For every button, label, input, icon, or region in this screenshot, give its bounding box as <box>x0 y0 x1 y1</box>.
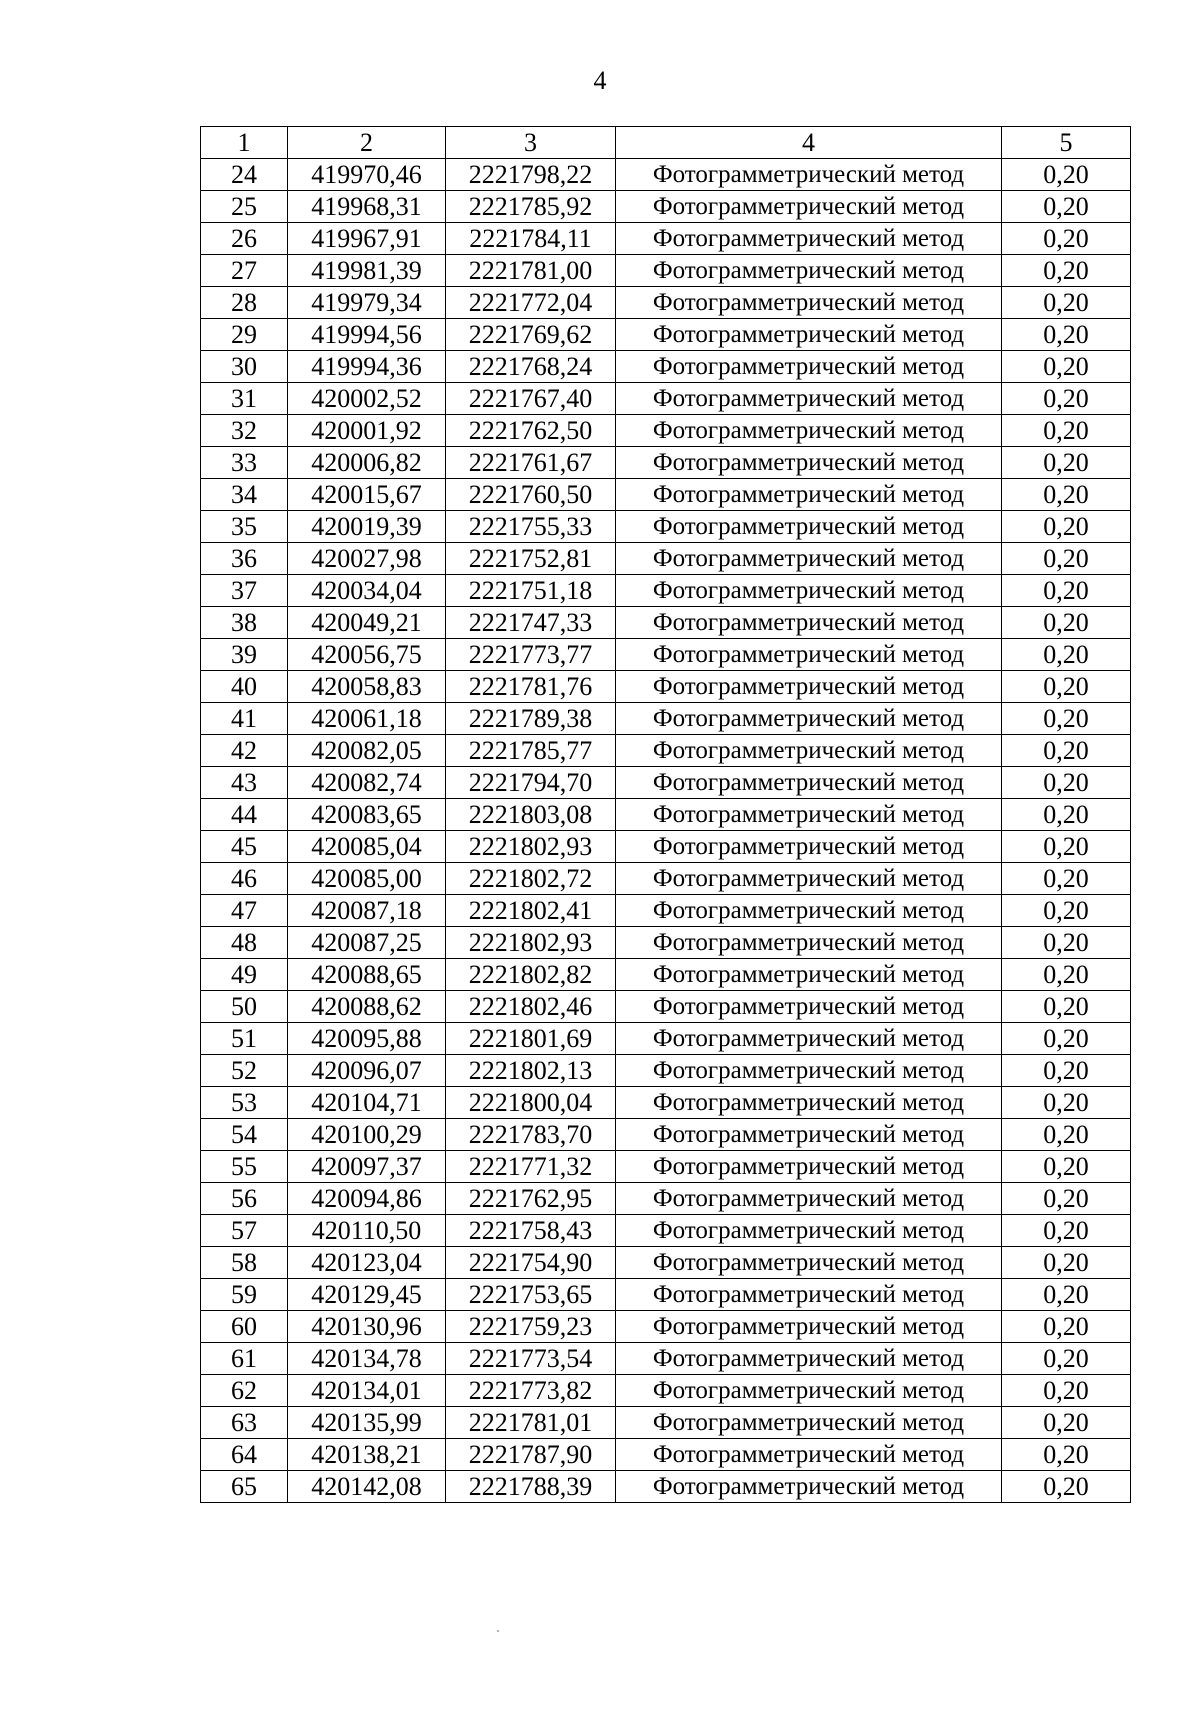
accuracy-cell: 0,20 <box>1002 383 1131 415</box>
point-number-cell: 64 <box>201 1439 288 1471</box>
y-coordinate-cell: 2221781,01 <box>446 1407 616 1439</box>
table-row <box>201 159 1131 191</box>
accuracy-cell: 0,20 <box>1002 191 1131 223</box>
method-cell: Фотограмметрический метод <box>616 1215 1002 1247</box>
y-coordinate-cell: 2221789,38 <box>446 703 616 735</box>
y-coordinate-cell: 2221759,23 <box>446 1311 616 1343</box>
table-row <box>201 927 1131 959</box>
x-coordinate-cell: 420085,00 <box>288 863 446 895</box>
x-coordinate-cell: 420095,88 <box>288 1023 446 1055</box>
point-number-cell: 57 <box>201 1215 288 1247</box>
method-cell: Фотограмметрический метод <box>616 575 1002 607</box>
x-coordinate-cell: 419979,34 <box>288 287 446 319</box>
accuracy-cell: 0,20 <box>1002 1055 1131 1087</box>
point-number-cell: 59 <box>201 1279 288 1311</box>
table-row <box>201 447 1131 479</box>
table-row <box>201 415 1131 447</box>
x-coordinate-cell: 420088,62 <box>288 991 446 1023</box>
table-row <box>201 543 1131 575</box>
method-cell: Фотограмметрический метод <box>616 927 1002 959</box>
y-coordinate-cell: 2221762,95 <box>446 1183 616 1215</box>
method-cell: Фотограмметрический метод <box>616 1023 1002 1055</box>
accuracy-cell: 0,20 <box>1002 703 1131 735</box>
method-cell: Фотограмметрический метод <box>616 287 1002 319</box>
table-row <box>201 1247 1131 1279</box>
x-coordinate-cell: 420085,04 <box>288 831 446 863</box>
x-coordinate-cell: 419967,91 <box>288 223 446 255</box>
table-row <box>201 1311 1131 1343</box>
page-number: 4 <box>593 66 607 95</box>
accuracy-cell: 0,20 <box>1002 1023 1131 1055</box>
x-coordinate-cell: 420110,50 <box>288 1215 446 1247</box>
x-coordinate-cell: 420100,29 <box>288 1119 446 1151</box>
x-coordinate-cell: 419968,31 <box>288 191 446 223</box>
x-coordinate-cell: 420002,52 <box>288 383 446 415</box>
point-number-cell: 28 <box>201 287 288 319</box>
point-number-cell: 33 <box>201 447 288 479</box>
table-row <box>201 1183 1131 1215</box>
y-coordinate-cell: 2221800,04 <box>446 1087 616 1119</box>
y-coordinate-cell: 2221784,11 <box>446 223 616 255</box>
x-coordinate-cell: 420056,75 <box>288 639 446 671</box>
table-row <box>201 1087 1131 1119</box>
table-row <box>201 191 1131 223</box>
point-number-cell: 29 <box>201 319 288 351</box>
y-coordinate-cell: 2221802,72 <box>446 863 616 895</box>
x-coordinate-cell: 420061,18 <box>288 703 446 735</box>
x-coordinate-cell: 420001,92 <box>288 415 446 447</box>
table-row <box>201 799 1131 831</box>
accuracy-cell: 0,20 <box>1002 159 1131 191</box>
table-row <box>201 479 1131 511</box>
accuracy-cell: 0,20 <box>1002 255 1131 287</box>
header-cell-4: 4 <box>616 127 1002 159</box>
x-coordinate-cell: 419994,36 <box>288 351 446 383</box>
method-cell: Фотограмметрический метод <box>616 159 1002 191</box>
point-number-cell: 65 <box>201 1471 288 1503</box>
y-coordinate-cell: 2221801,69 <box>446 1023 616 1055</box>
method-cell: Фотограмметрический метод <box>616 1279 1002 1311</box>
y-coordinate-cell: 2221802,46 <box>446 991 616 1023</box>
accuracy-cell: 0,20 <box>1002 607 1131 639</box>
x-coordinate-cell: 420094,86 <box>288 1183 446 1215</box>
y-coordinate-cell: 2221760,50 <box>446 479 616 511</box>
method-cell: Фотограмметрический метод <box>616 767 1002 799</box>
accuracy-cell: 0,20 <box>1002 511 1131 543</box>
header-cell-3: 3 <box>446 127 616 159</box>
table-row <box>201 1023 1131 1055</box>
x-coordinate-cell: 420123,04 <box>288 1247 446 1279</box>
y-coordinate-cell: 2221761,67 <box>446 447 616 479</box>
x-coordinate-cell: 420082,05 <box>288 735 446 767</box>
x-coordinate-cell: 420130,96 <box>288 1311 446 1343</box>
accuracy-cell: 0,20 <box>1002 927 1131 959</box>
point-number-cell: 51 <box>201 1023 288 1055</box>
point-number-cell: 58 <box>201 1247 288 1279</box>
accuracy-cell: 0,20 <box>1002 1471 1131 1503</box>
point-number-cell: 54 <box>201 1119 288 1151</box>
method-cell: Фотограмметрический метод <box>616 1119 1002 1151</box>
y-coordinate-cell: 2221787,90 <box>446 1439 616 1471</box>
method-cell: Фотограмметрический метод <box>616 1055 1002 1087</box>
table-row <box>201 1119 1131 1151</box>
x-coordinate-cell: 420015,67 <box>288 479 446 511</box>
x-coordinate-cell: 419970,46 <box>288 159 446 191</box>
y-coordinate-cell: 2221753,65 <box>446 1279 616 1311</box>
y-coordinate-cell: 2221802,13 <box>446 1055 616 1087</box>
accuracy-cell: 0,20 <box>1002 287 1131 319</box>
y-coordinate-cell: 2221754,90 <box>446 1247 616 1279</box>
table-row <box>201 1407 1131 1439</box>
accuracy-cell: 0,20 <box>1002 1343 1131 1375</box>
x-coordinate-cell: 420138,21 <box>288 1439 446 1471</box>
method-cell: Фотограмметрический метод <box>616 607 1002 639</box>
table-row <box>201 1151 1131 1183</box>
point-number-cell: 63 <box>201 1407 288 1439</box>
table-body <box>201 159 1131 1503</box>
table-row <box>201 1055 1131 1087</box>
point-number-cell: 36 <box>201 543 288 575</box>
point-number-cell: 39 <box>201 639 288 671</box>
accuracy-cell: 0,20 <box>1002 575 1131 607</box>
accuracy-cell: 0,20 <box>1002 831 1131 863</box>
method-cell: Фотограмметрический метод <box>616 671 1002 703</box>
method-cell: Фотограмметрический метод <box>616 511 1002 543</box>
point-number-cell: 25 <box>201 191 288 223</box>
point-number-cell: 61 <box>201 1343 288 1375</box>
table-row <box>201 1215 1131 1247</box>
y-coordinate-cell: 2221773,82 <box>446 1375 616 1407</box>
table-row <box>201 287 1131 319</box>
x-coordinate-cell: 420034,04 <box>288 575 446 607</box>
point-number-cell: 38 <box>201 607 288 639</box>
method-cell: Фотограмметрический метод <box>616 1087 1002 1119</box>
table-row <box>201 223 1131 255</box>
point-number-cell: 52 <box>201 1055 288 1087</box>
method-cell: Фотограмметрический метод <box>616 223 1002 255</box>
x-coordinate-cell: 420019,39 <box>288 511 446 543</box>
accuracy-cell: 0,20 <box>1002 1087 1131 1119</box>
method-cell: Фотограмметрический метод <box>616 255 1002 287</box>
table-row <box>201 1375 1131 1407</box>
x-coordinate-cell: 420134,78 <box>288 1343 446 1375</box>
table-row <box>201 1471 1131 1503</box>
method-cell: Фотограмметрический метод <box>616 863 1002 895</box>
method-cell: Фотограмметрический метод <box>616 479 1002 511</box>
x-coordinate-cell: 420087,25 <box>288 927 446 959</box>
y-coordinate-cell: 2221781,00 <box>446 255 616 287</box>
method-cell: Фотограмметрический метод <box>616 1183 1002 1215</box>
accuracy-cell: 0,20 <box>1002 543 1131 575</box>
y-coordinate-cell: 2221771,32 <box>446 1151 616 1183</box>
accuracy-cell: 0,20 <box>1002 991 1131 1023</box>
table-row <box>201 831 1131 863</box>
point-number-cell: 40 <box>201 671 288 703</box>
header-cell-2: 2 <box>288 127 446 159</box>
y-coordinate-cell: 2221781,76 <box>446 671 616 703</box>
point-number-cell: 47 <box>201 895 288 927</box>
y-coordinate-cell: 2221768,24 <box>446 351 616 383</box>
x-coordinate-cell: 420083,65 <box>288 799 446 831</box>
x-coordinate-cell: 420027,98 <box>288 543 446 575</box>
y-coordinate-cell: 2221773,77 <box>446 639 616 671</box>
accuracy-cell: 0,20 <box>1002 479 1131 511</box>
table-row <box>201 895 1131 927</box>
header-row <box>201 127 1131 159</box>
method-cell: Фотограмметрический метод <box>616 831 1002 863</box>
point-number-cell: 30 <box>201 351 288 383</box>
point-number-cell: 31 <box>201 383 288 415</box>
accuracy-cell: 0,20 <box>1002 895 1131 927</box>
accuracy-cell: 0,20 <box>1002 1407 1131 1439</box>
table-row <box>201 735 1131 767</box>
point-number-cell: 48 <box>201 927 288 959</box>
coordinates-table <box>200 126 1131 1503</box>
method-cell: Фотограмметрический метод <box>616 799 1002 831</box>
method-cell: Фотограмметрический метод <box>616 959 1002 991</box>
y-coordinate-cell: 2221767,40 <box>446 383 616 415</box>
table-row <box>201 607 1131 639</box>
method-cell: Фотограмметрический метод <box>616 703 1002 735</box>
table-row <box>201 863 1131 895</box>
y-coordinate-cell: 2221802,93 <box>446 831 616 863</box>
y-coordinate-cell: 2221803,08 <box>446 799 616 831</box>
y-coordinate-cell: 2221758,43 <box>446 1215 616 1247</box>
method-cell: Фотограмметрический метод <box>616 319 1002 351</box>
y-coordinate-cell: 2221788,39 <box>446 1471 616 1503</box>
table-row <box>201 575 1131 607</box>
method-cell: Фотограмметрический метод <box>616 895 1002 927</box>
point-number-cell: 44 <box>201 799 288 831</box>
point-number-cell: 24 <box>201 159 288 191</box>
y-coordinate-cell: 2221751,18 <box>446 575 616 607</box>
point-number-cell: 27 <box>201 255 288 287</box>
header-cell-5: 5 <box>1002 127 1131 159</box>
accuracy-cell: 0,20 <box>1002 863 1131 895</box>
x-coordinate-cell: 420097,37 <box>288 1151 446 1183</box>
table-row <box>201 511 1131 543</box>
accuracy-cell: 0,20 <box>1002 671 1131 703</box>
table-row <box>201 767 1131 799</box>
point-number-cell: 42 <box>201 735 288 767</box>
method-cell: Фотограмметрический метод <box>616 639 1002 671</box>
y-coordinate-cell: 2221794,70 <box>446 767 616 799</box>
header-cell-1: 1 <box>201 127 288 159</box>
accuracy-cell: 0,20 <box>1002 1151 1131 1183</box>
y-coordinate-cell: 2221783,70 <box>446 1119 616 1151</box>
point-number-cell: 50 <box>201 991 288 1023</box>
point-number-cell: 45 <box>201 831 288 863</box>
accuracy-cell: 0,20 <box>1002 767 1131 799</box>
table-row <box>201 1343 1131 1375</box>
accuracy-cell: 0,20 <box>1002 1375 1131 1407</box>
table-row <box>201 1439 1131 1471</box>
x-coordinate-cell: 420142,08 <box>288 1471 446 1503</box>
table-row <box>201 319 1131 351</box>
table-row <box>201 255 1131 287</box>
method-cell: Фотограмметрический метод <box>616 415 1002 447</box>
x-coordinate-cell: 420088,65 <box>288 959 446 991</box>
y-coordinate-cell: 2221802,41 <box>446 895 616 927</box>
point-number-cell: 62 <box>201 1375 288 1407</box>
method-cell: Фотограмметрический метод <box>616 1151 1002 1183</box>
accuracy-cell: 0,20 <box>1002 447 1131 479</box>
method-cell: Фотограмметрический метод <box>616 1247 1002 1279</box>
point-number-cell: 46 <box>201 863 288 895</box>
x-coordinate-cell: 419994,56 <box>288 319 446 351</box>
y-coordinate-cell: 2221785,92 <box>446 191 616 223</box>
method-cell: Фотограмметрический метод <box>616 1375 1002 1407</box>
y-coordinate-cell: 2221772,04 <box>446 287 616 319</box>
x-coordinate-cell: 420129,45 <box>288 1279 446 1311</box>
point-number-cell: 26 <box>201 223 288 255</box>
x-coordinate-cell: 420087,18 <box>288 895 446 927</box>
accuracy-cell: 0,20 <box>1002 735 1131 767</box>
y-coordinate-cell: 2221747,33 <box>446 607 616 639</box>
table-row <box>201 383 1131 415</box>
method-cell: Фотограмметрический метод <box>616 191 1002 223</box>
table-row <box>201 639 1131 671</box>
y-coordinate-cell: 2221802,82 <box>446 959 616 991</box>
point-number-cell: 41 <box>201 703 288 735</box>
y-coordinate-cell: 2221773,54 <box>446 1343 616 1375</box>
x-coordinate-cell: 419981,39 <box>288 255 446 287</box>
method-cell: Фотограмметрический метод <box>616 447 1002 479</box>
table-row <box>201 351 1131 383</box>
point-number-cell: 35 <box>201 511 288 543</box>
table-row <box>201 959 1131 991</box>
x-coordinate-cell: 420135,99 <box>288 1407 446 1439</box>
x-coordinate-cell: 420049,21 <box>288 607 446 639</box>
x-coordinate-cell: 420082,74 <box>288 767 446 799</box>
accuracy-cell: 0,20 <box>1002 223 1131 255</box>
table-row <box>201 703 1131 735</box>
y-coordinate-cell: 2221769,62 <box>446 319 616 351</box>
accuracy-cell: 0,20 <box>1002 1279 1131 1311</box>
accuracy-cell: 0,20 <box>1002 1311 1131 1343</box>
accuracy-cell: 0,20 <box>1002 799 1131 831</box>
accuracy-cell: 0,20 <box>1002 415 1131 447</box>
table-row <box>201 671 1131 703</box>
y-coordinate-cell: 2221798,22 <box>446 159 616 191</box>
accuracy-cell: 0,20 <box>1002 1247 1131 1279</box>
x-coordinate-cell: 420058,83 <box>288 671 446 703</box>
point-number-cell: 37 <box>201 575 288 607</box>
method-cell: Фотограмметрический метод <box>616 1311 1002 1343</box>
method-cell: Фотограмметрический метод <box>616 991 1002 1023</box>
table-header <box>201 127 1131 159</box>
y-coordinate-cell: 2221762,50 <box>446 415 616 447</box>
y-coordinate-cell: 2221755,33 <box>446 511 616 543</box>
accuracy-cell: 0,20 <box>1002 959 1131 991</box>
accuracy-cell: 0,20 <box>1002 1215 1131 1247</box>
point-number-cell: 53 <box>201 1087 288 1119</box>
point-number-cell: 32 <box>201 415 288 447</box>
y-coordinate-cell: 2221752,81 <box>446 543 616 575</box>
method-cell: Фотограмметрический метод <box>616 1343 1002 1375</box>
point-number-cell: 56 <box>201 1183 288 1215</box>
method-cell: Фотограмметрический метод <box>616 543 1002 575</box>
method-cell: Фотограмметрический метод <box>616 735 1002 767</box>
method-cell: Фотограмметрический метод <box>616 1407 1002 1439</box>
accuracy-cell: 0,20 <box>1002 1119 1131 1151</box>
accuracy-cell: 0,20 <box>1002 319 1131 351</box>
point-number-cell: 49 <box>201 959 288 991</box>
y-coordinate-cell: 2221785,77 <box>446 735 616 767</box>
x-coordinate-cell: 420104,71 <box>288 1087 446 1119</box>
point-number-cell: 34 <box>201 479 288 511</box>
x-coordinate-cell: 420134,01 <box>288 1375 446 1407</box>
point-number-cell: 43 <box>201 767 288 799</box>
accuracy-cell: 0,20 <box>1002 351 1131 383</box>
x-coordinate-cell: 420096,07 <box>288 1055 446 1087</box>
y-coordinate-cell: 2221802,93 <box>446 927 616 959</box>
method-cell: Фотограмметрический метод <box>616 383 1002 415</box>
scan-speck <box>497 1630 499 1632</box>
table-row <box>201 1279 1131 1311</box>
method-cell: Фотограмметрический метод <box>616 1471 1002 1503</box>
method-cell: Фотограмметрический метод <box>616 351 1002 383</box>
x-coordinate-cell: 420006,82 <box>288 447 446 479</box>
point-number-cell: 55 <box>201 1151 288 1183</box>
point-number-cell: 60 <box>201 1311 288 1343</box>
accuracy-cell: 0,20 <box>1002 1183 1131 1215</box>
table-row <box>201 991 1131 1023</box>
method-cell: Фотограмметрический метод <box>616 1439 1002 1471</box>
accuracy-cell: 0,20 <box>1002 639 1131 671</box>
accuracy-cell: 0,20 <box>1002 1439 1131 1471</box>
